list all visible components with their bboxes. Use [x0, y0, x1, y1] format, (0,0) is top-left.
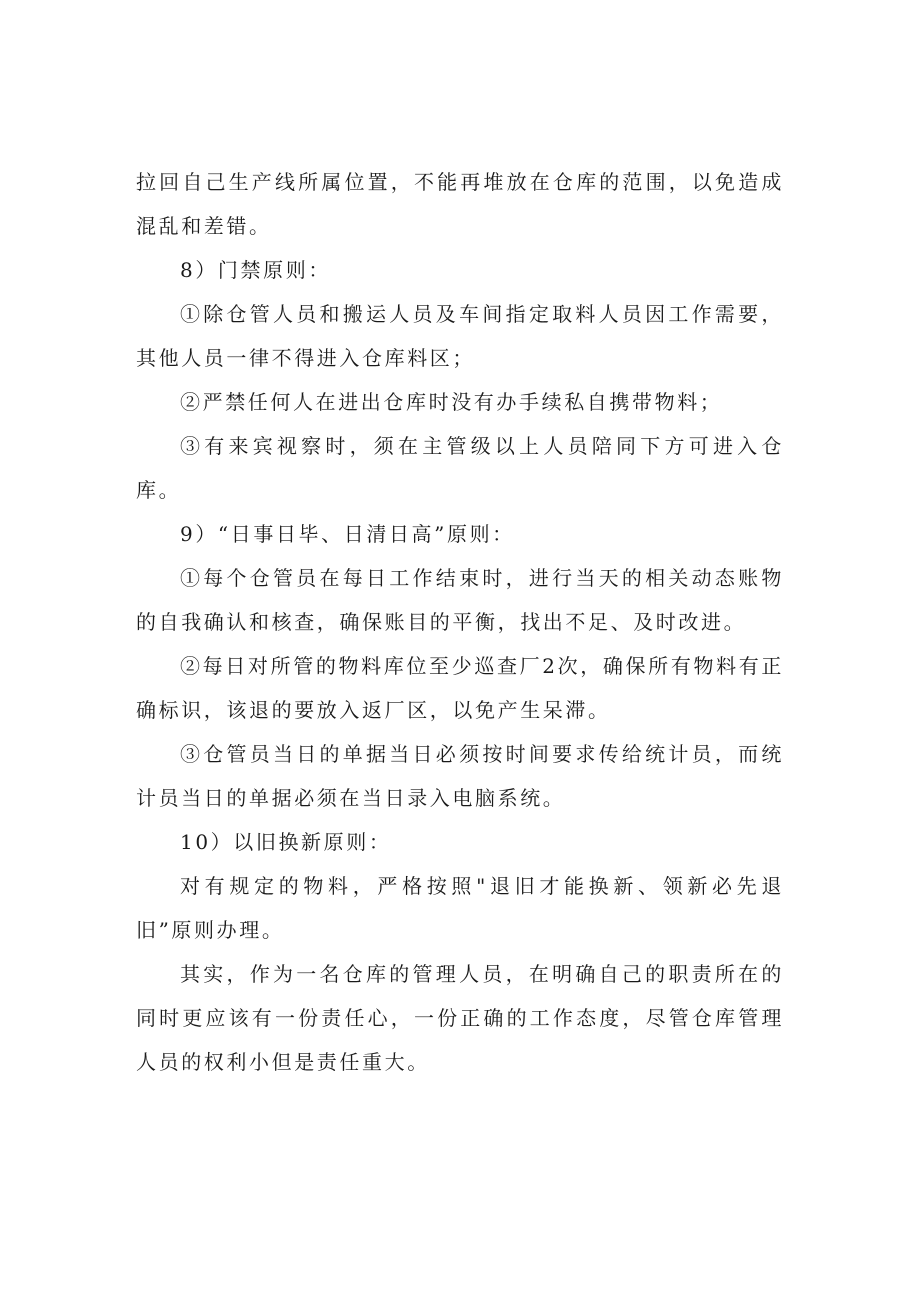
paragraph-conclusion: 其实，作为一名仓库的管理人员，在明确自己的职责所在的同时更应该有一份责任心，一份正确的工作态度，尽管仓库管理人员的权利小但是责任重大。: [136, 962, 784, 1074]
paragraph-continuation: 拉回自己生产线所属位置，不能再堆放在仓库的范围，以免造成混乱和差错。: [136, 170, 784, 238]
heading-access-control-principle: 8）门禁原则：: [180, 258, 331, 282]
paragraph-replacement-rule: 对有规定的物料，严格按照"退旧才能换新、领新必先退旧”原则办理。: [136, 874, 784, 942]
heading-daily-principle: 9）“日事日毕、日清日高”原则：: [180, 522, 515, 546]
heading-replacement-principle: 10）以旧换新原则：: [180, 830, 392, 854]
paragraph-access-rule-3: ③有来宾视察时，须在主管级以上人员陪同下方可进入仓库。: [136, 434, 784, 502]
paragraph-daily-rule-2: ②每日对所管的物料库位至少巡查厂2次，确保所有物料有正确标识，该退的要放入返厂区，以免产生呆滞。: [136, 654, 784, 722]
document-body: [136, 160, 784, 1084]
paragraph-daily-rule-3: ③仓管员当日的单据当日必须按时间要求传给统计员，而统计员当日的单据必须在当日录入电脑系统。: [136, 742, 784, 810]
paragraph-access-rule-1: ①除仓管人员和搬运人员及车间指定取料人员因工作需要，其他人员一律不得进入仓库料区；: [136, 302, 784, 370]
paragraph-access-rule-2: ②严禁任何人在进出仓库时没有办手续私自携带物料；: [180, 390, 723, 414]
paragraph-daily-rule-1: ①每个仓管员在每日工作结束时，进行当天的相关动态账物的自我确认和核查，确保账目的平衡，找出不足、及时改进。: [136, 566, 784, 634]
